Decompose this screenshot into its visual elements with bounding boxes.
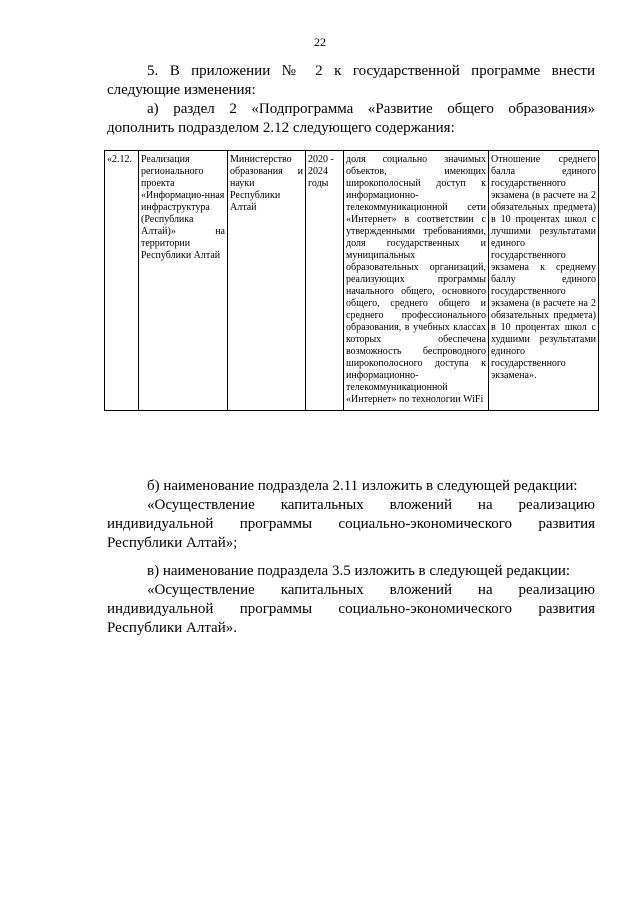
item-c-paragraph — [107, 562, 595, 638]
item-c-line-4: Республики Алтай». — [107, 620, 237, 636]
item-b-line-1: б) наименование подраздела 2.11 изложить в следующей редакции: — [147, 478, 578, 494]
item-c-line-3: индивидуальной программы социально-экономического развития — [107, 601, 595, 617]
cell-executor: Министерство образования и науки Республики Алтай — [228, 151, 306, 411]
table-row — [105, 151, 599, 411]
cell-indicator: доля социально значимых объектов, имеющих широкополосный доступ к информационно-телекоммуникационной сети «Интернет» в соответствии с утвержденными требованиями, доля государственных и муниципальных образовательных организаций, реализующих программы начального общего, основного общего, среднего общего и среднего профессионального образования, в учебных классах которых обеспечена возможность беспроводного широкополосного доступа к информационно-телекоммуникационной «Интернет» по технологии WiFi — [344, 151, 489, 411]
item-a-line-2: дополнить подразделом 2.12 следующего содержания: — [107, 120, 455, 136]
cell-name: Реализация регионального проекта «Информацио-нная инфраструктура (Республика Алтай)» на территории Республики Алтай — [139, 151, 228, 411]
item-b-paragraph — [107, 477, 595, 553]
item-a-line-1: а) раздел 2 «Подпрограмма «Развитие общего образования» — [147, 101, 595, 117]
item-c-line-2: «Осуществление капитальных вложений на реализацию — [147, 582, 595, 598]
intro-line-1: 5. В приложении № 2 к государственной программе внести — [147, 63, 595, 79]
cell-period: 2020 - 2024 годы — [306, 151, 344, 411]
item-a-paragraph — [107, 100, 595, 138]
item-b-line-2: «Осуществление капитальных вложений на реализацию — [147, 497, 595, 513]
item-b-line-4: Республики Алтай»; — [107, 535, 238, 551]
page-number: 22 — [314, 35, 326, 49]
item-c-line-1: в) наименование подраздела 3.5 изложить в следующей редакции: — [147, 563, 571, 579]
subsection-table — [104, 150, 599, 411]
item-b-line-3: индивидуальной программы социально-экономического развития — [107, 516, 595, 532]
cell-number: «2.12. — [105, 151, 139, 411]
cell-result: Отношение среднего балла единого государственного экзамена (в расчете на 2 обязательных предмета) в 10 процентах школ с лучшими результатами единого государственного экзамена к среднему баллу единого государственного экзамена (в расчете на 2 обязательных предмета) в 10 процентах школ с худшими результатами единого государственного экзамена». — [489, 151, 599, 411]
intro-paragraph — [107, 62, 595, 100]
intro-line-2: следующие изменения: — [107, 82, 256, 98]
